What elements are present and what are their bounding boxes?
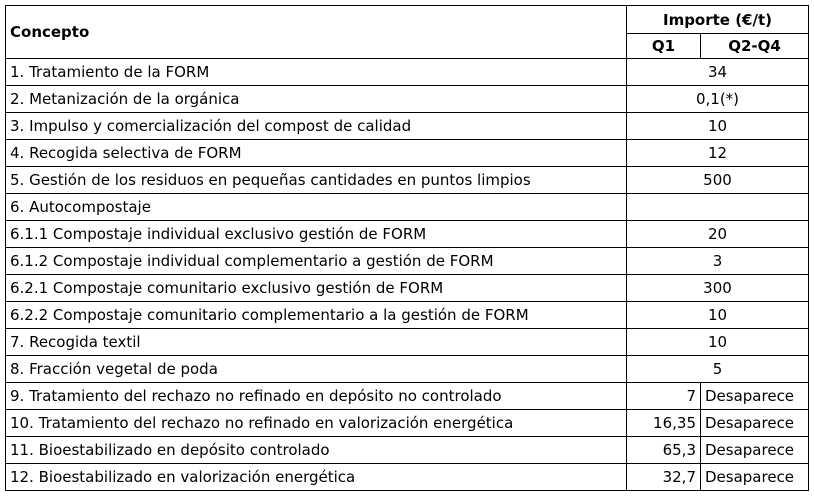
row-q1: 32,7 [627,464,701,491]
row-importe: 500 [627,167,809,194]
table-row [6,356,809,383]
row-q1: 7 [627,383,701,410]
table-row [6,275,809,302]
table-row [6,140,809,167]
tariff-table [5,5,809,491]
table-row [6,221,809,248]
row-concepto: 11. Bioestabilizado en depósito controlado [6,437,627,464]
table-row [6,410,809,437]
header-concepto: Concepto [6,6,627,59]
header-q2-q4: Q2-Q4 [701,34,809,59]
row-q1: 65,3 [627,437,701,464]
table-row [6,113,809,140]
header-q1: Q1 [627,34,701,59]
row-q2-q4: Desaparece [701,464,809,491]
row-concepto: 3. Impulso y comercialización del compost de calidad [6,113,627,140]
row-concepto: 8. Fracción vegetal de poda [6,356,627,383]
row-importe: 0,1(*) [627,86,809,113]
row-importe: 300 [627,275,809,302]
table-row [6,437,809,464]
row-importe: 10 [627,329,809,356]
row-q1: 16,35 [627,410,701,437]
row-concepto: 12. Bioestabilizado en valorización energética [6,464,627,491]
row-importe: 3 [627,248,809,275]
header-importe: Importe (€/t) [627,6,809,34]
row-importe: 20 [627,221,809,248]
row-q2-q4: Desaparece [701,410,809,437]
table-row [6,248,809,275]
header-row [6,6,809,34]
row-q2-q4: Desaparece [701,437,809,464]
row-concepto: 6.1.1 Compostaje individual exclusivo gestión de FORM [6,221,627,248]
row-concepto: 6.2.1 Compostaje comunitario exclusivo gestión de FORM [6,275,627,302]
table-row [6,59,809,86]
row-importe: 10 [627,302,809,329]
row-importe [627,194,809,221]
row-concepto: 6.2.2 Compostaje comunitario complementario a la gestión de FORM [6,302,627,329]
row-importe: 34 [627,59,809,86]
row-concepto: 7. Recogida textil [6,329,627,356]
row-concepto: 2. Metanización de la orgánica [6,86,627,113]
row-concepto: 1. Tratamiento de la FORM [6,59,627,86]
table-row [6,383,809,410]
row-concepto: 6. Autocompostaje [6,194,627,221]
row-importe: 12 [627,140,809,167]
row-concepto: 4. Recogida selectiva de FORM [6,140,627,167]
row-importe: 5 [627,356,809,383]
table-row [6,464,809,491]
table-row [6,86,809,113]
row-q2-q4: Desaparece [701,383,809,410]
row-importe: 10 [627,113,809,140]
row-concepto: 9. Tratamiento del rechazo no refinado en depósito no controlado [6,383,627,410]
table-row [6,302,809,329]
row-concepto: 5. Gestión de los residuos en pequeñas cantidades en puntos limpios [6,167,627,194]
table-row [6,194,809,221]
table-row [6,167,809,194]
table-row [6,329,809,356]
row-concepto: 10. Tratamiento del rechazo no refinado en valorización energética [6,410,627,437]
row-concepto: 6.1.2 Compostaje individual complementario a gestión de FORM [6,248,627,275]
